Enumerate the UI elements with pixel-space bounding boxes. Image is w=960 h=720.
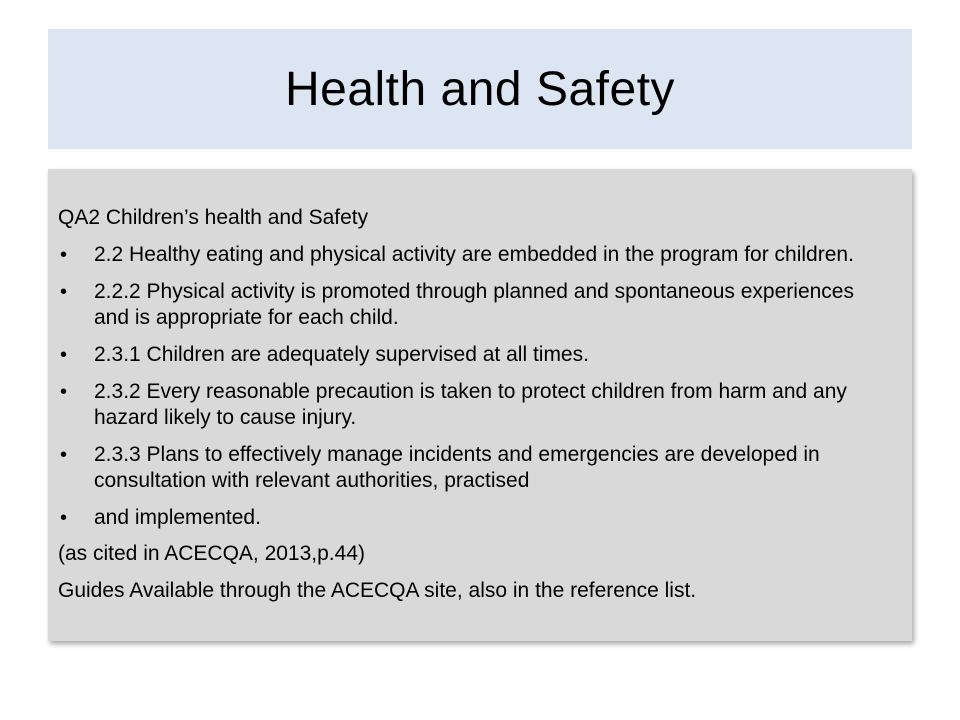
bullet-dot-icon: • xyxy=(60,281,68,303)
bullet-dot-icon: • xyxy=(60,444,68,466)
bullet-text: 2.2 Healthy eating and physical activity are embedded in the program for children. xyxy=(94,243,854,266)
citation-text: (as cited in ACECQA, 2013,p.44) xyxy=(58,542,365,565)
bullet-item xyxy=(58,379,872,431)
bullet-text: 2.3.1 Children are adequately supervised at all times. xyxy=(94,343,589,366)
bullet-item xyxy=(58,279,872,331)
content-panel xyxy=(48,169,912,641)
bullet-item xyxy=(58,442,872,494)
bullet-dot-icon: • xyxy=(60,507,68,529)
bullet-text: 2.3.3 Plans to effectively manage incidents and emergencies are developed in consultation with relevant authorities, practised xyxy=(94,443,820,492)
bullet-text: and implemented. xyxy=(94,506,261,529)
bullet-text: 2.3.2 Every reasonable precaution is taken to protect children from harm and any hazard likely to cause injury. xyxy=(94,380,847,429)
bullet-item xyxy=(58,505,872,531)
bullet-dot-icon: • xyxy=(60,344,68,366)
bullet-text: 2.2.2 Physical activity is promoted through planned and spontaneous experiences and is appropriate for each child. xyxy=(94,280,854,329)
bullet-dot-icon: • xyxy=(60,381,68,403)
title-banner xyxy=(48,29,912,149)
bullet-item xyxy=(58,242,872,268)
intro-text: QA2 Children’s health and Safety xyxy=(58,206,369,229)
bullet-list xyxy=(58,242,872,531)
slide-title: Health and Safety xyxy=(284,62,676,116)
bullet-item xyxy=(58,342,872,368)
guides-text: Guides Available through the ACECQA site, also in the reference list. xyxy=(58,579,697,602)
bullet-dot-icon: • xyxy=(60,244,68,266)
